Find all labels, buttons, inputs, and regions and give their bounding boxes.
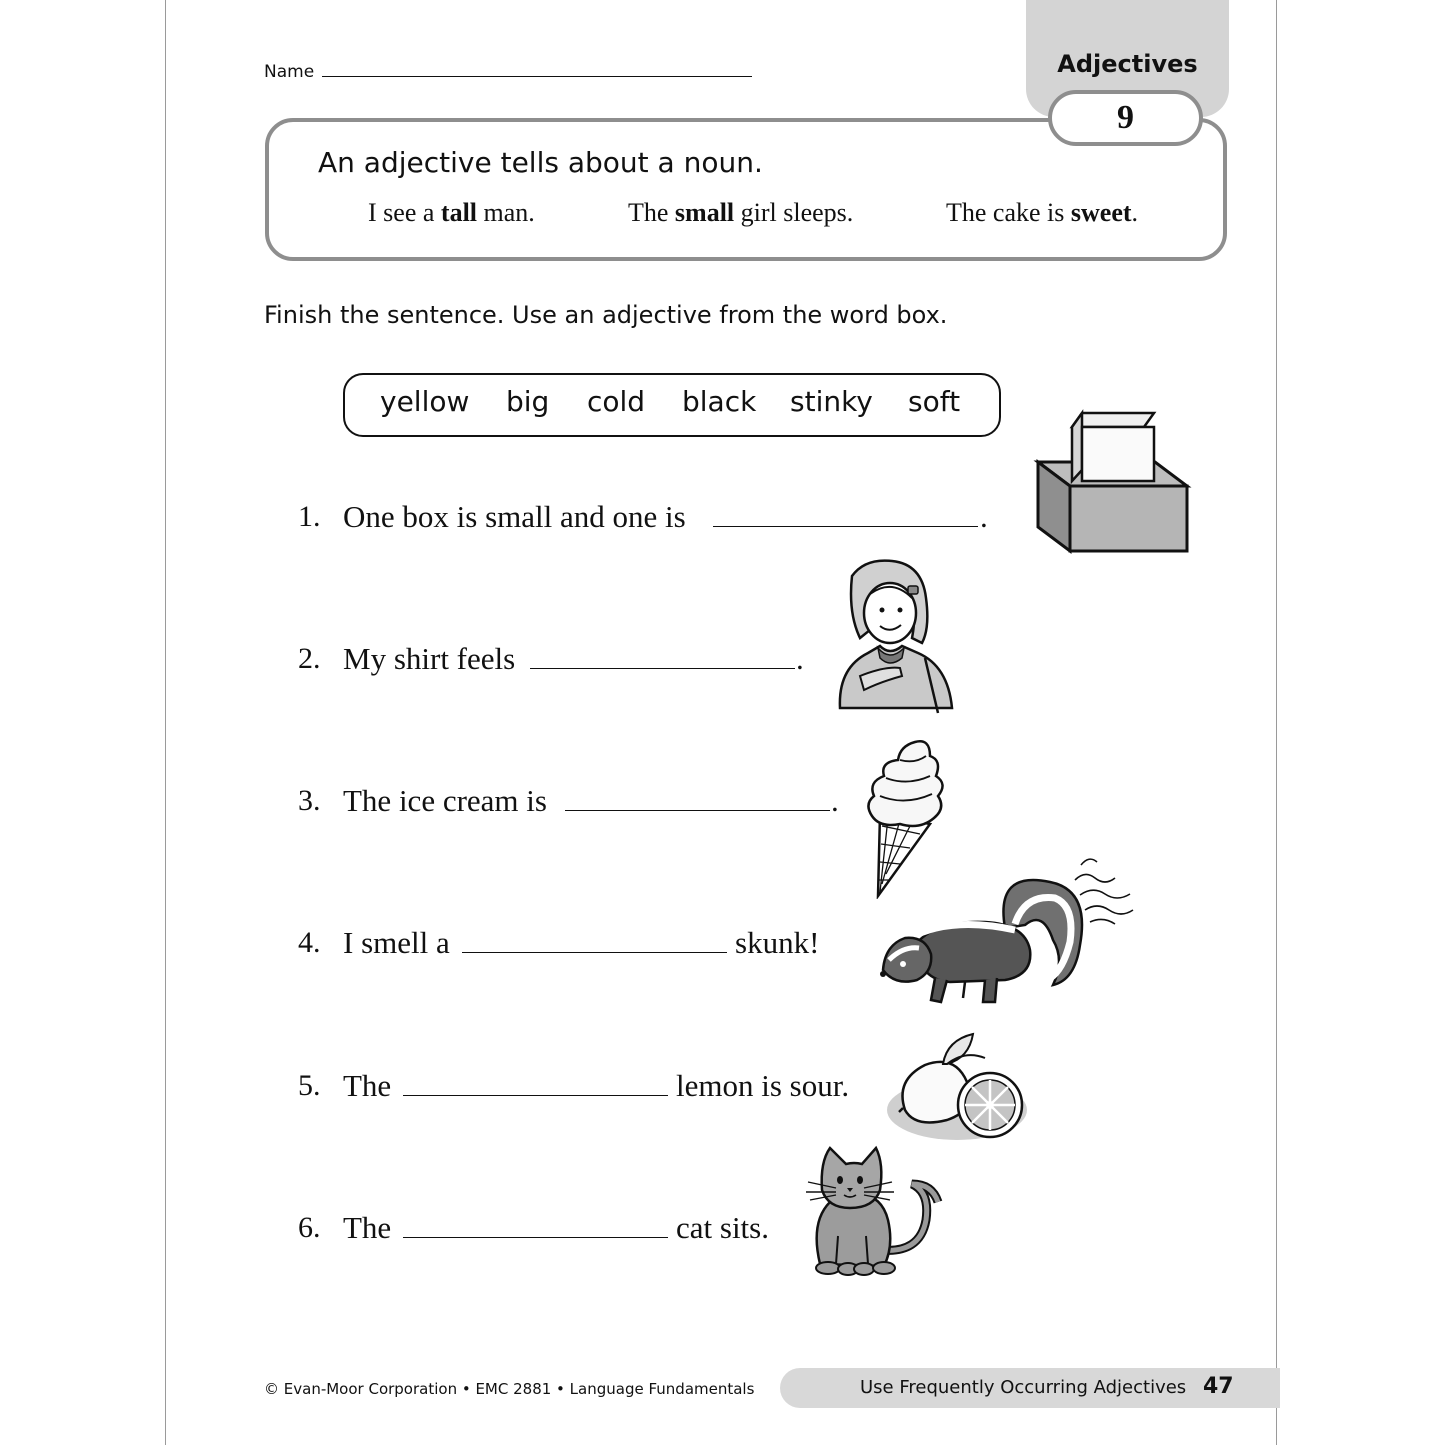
item-1-number: 1. (298, 500, 321, 533)
item-6-blank[interactable] (403, 1237, 668, 1238)
rule-text: An adjective tells about a noun. (318, 146, 763, 179)
item-6-end: cat sits. (676, 1210, 769, 1245)
item-1-end: . (980, 499, 988, 534)
girl-illustration (830, 558, 960, 716)
example-sentence-3: The cake is sweet. (946, 198, 1139, 227)
item-1-text: One box is small and one is (343, 499, 686, 534)
word-big: big (506, 385, 550, 418)
item-1-blank[interactable] (713, 526, 978, 527)
item-5-text: The (343, 1068, 392, 1103)
item-2-number: 2. (298, 642, 321, 675)
item-3-number: 3. (298, 784, 321, 817)
name-line[interactable] (322, 76, 752, 77)
word-stinky: stinky (790, 385, 873, 418)
name-label: Name (264, 62, 315, 82)
lesson-number: 9 (1048, 90, 1203, 146)
word-soft: soft (908, 385, 961, 418)
footer-credit: © Evan-Moor Corporation • EMC 2881 • Language Fundamentals (264, 1380, 755, 1398)
example-sentence-2: The small girl sleeps. (628, 198, 854, 227)
item-4-number: 4. (298, 926, 321, 959)
item-3-end: . (831, 783, 839, 818)
item-5-end: lemon is sour. (676, 1068, 850, 1103)
cat-illustration (800, 1142, 945, 1277)
item-5-blank[interactable] (403, 1095, 668, 1096)
word-black: black (682, 385, 757, 418)
topic-title: Adjectives (1057, 50, 1198, 78)
item-2-end: . (796, 641, 804, 676)
word-yellow: yellow (380, 385, 470, 418)
item-4-text: I smell a (343, 925, 450, 960)
item-5-number: 5. (298, 1069, 321, 1102)
item-6-text: The (343, 1210, 392, 1245)
item-3-blank[interactable] (565, 810, 830, 811)
item-2-blank[interactable] (530, 668, 795, 669)
lemon-illustration (885, 1030, 1030, 1142)
item-3-text: The ice cream is (343, 783, 547, 818)
item-2-text: My shirt feels (343, 641, 516, 676)
page-number: 47 (1203, 1374, 1234, 1399)
example-sentence-1: I see a tall man. (368, 198, 535, 227)
skunk-illustration (875, 850, 1145, 1020)
item-4-end: skunk! (735, 925, 820, 960)
footer-skill: Use Frequently Occurring Adjectives (860, 1377, 1187, 1398)
instruction-text: Finish the sentence. Use an adjective from the word box. (264, 301, 948, 329)
word-cold: cold (587, 385, 646, 418)
item-6-number: 6. (298, 1211, 321, 1244)
boxes-illustration (1030, 405, 1195, 560)
item-4-blank[interactable] (462, 952, 727, 953)
